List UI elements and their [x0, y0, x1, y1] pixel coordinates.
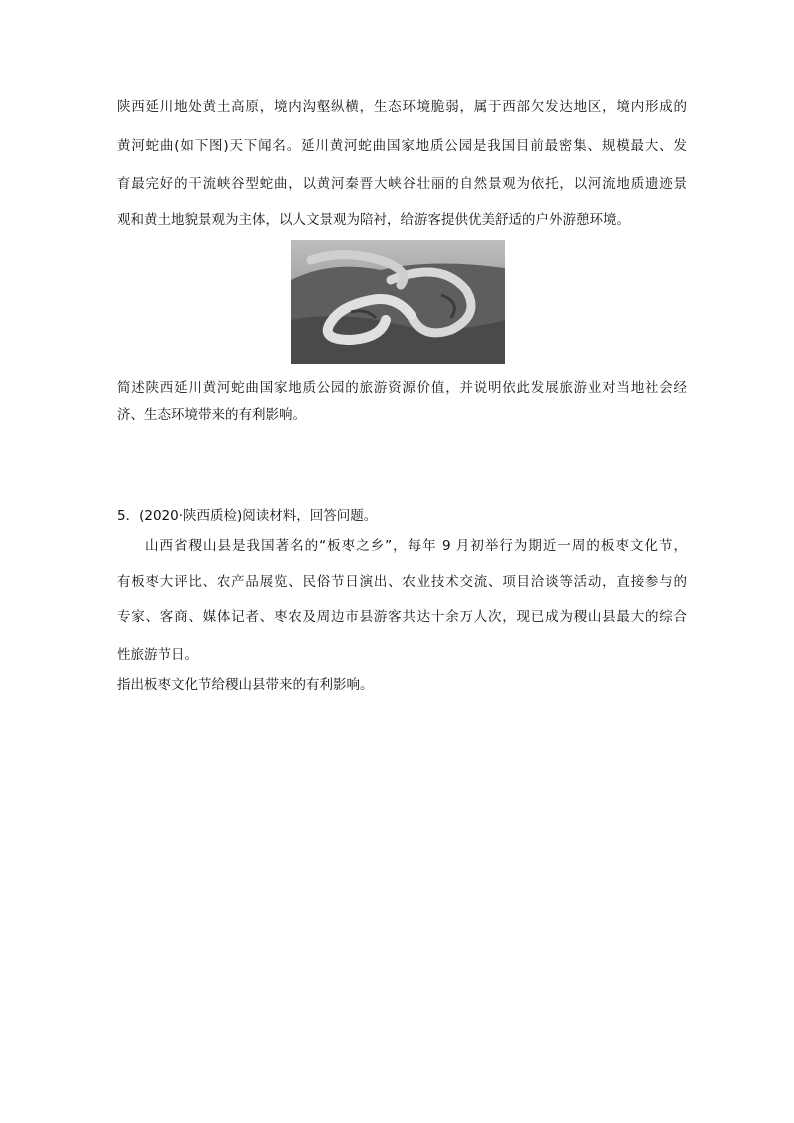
q4-question-line-2: 济、生态环境带来的有利影响。 [117, 407, 306, 423]
q4-question-line-1: 简述陕西延川黄河蛇曲国家地质公园的旅游资源价值，并说明依此发展旅游业对当地社会经 [117, 380, 687, 396]
q5-para-line-2: 有板枣大评比、农产品展览、民俗节日演出、农业技术交流、项目洽谈等活动，直接参与的 [117, 574, 687, 590]
q5-para-line-1: 山西省稷山县是我国著名的“板枣之乡”，每年 9 月初举行为期近一周的板枣文化节， [145, 538, 687, 554]
q4-para-line-3: 育最完好的干流峡谷型蛇曲，以黄河秦晋大峡谷壮丽的自然景观为依托，以河流地质遗迹景 [117, 176, 687, 192]
q4-para-line-1: 陕西延川地处黄土高原，境内沟壑纵横，生态环境脆弱，属于西部欠发达地区，境内形成的 [117, 99, 687, 115]
q4-para-line-2: 黄河蛇曲(如下图)天下闻名。延川黄河蛇曲国家地质公园是我国目前最密集、规模最大、发 [117, 138, 687, 154]
q5-question: 指出板枣文化节给稷山县带来的有利影响。 [117, 677, 374, 693]
yellow-river-meander-photo [291, 240, 505, 364]
q5-heading: 5．(2020·陕西质检)阅读材料，回答问题。 [117, 508, 378, 524]
q5-para-line-4: 性旅游节日。 [117, 647, 198, 663]
q4-para-line-4: 观和黄土地貌景观为主体，以人文景观为陪衬，给游客提供优美舒适的户外游憩环境。 [117, 212, 630, 228]
q5-para-line-3: 专家、客商、媒体记者、枣农及周边市县游客共达十余万人次，现已成为稷山县最大的综合 [117, 609, 687, 625]
